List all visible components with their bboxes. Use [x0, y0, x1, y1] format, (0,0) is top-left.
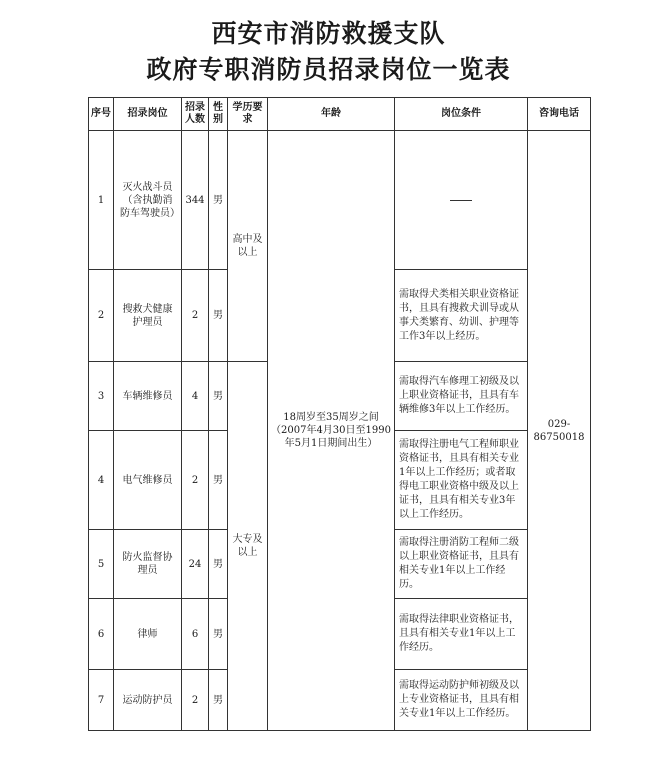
row-gender: 男: [209, 270, 228, 362]
row-gender: 男: [209, 131, 228, 270]
row-count: 2: [182, 270, 209, 362]
row-post: 车辆维修员: [114, 362, 182, 431]
row-gender: 男: [209, 599, 228, 670]
row-condition-empty: [395, 131, 528, 270]
row-count: 6: [182, 599, 209, 670]
row-count: 2: [182, 670, 209, 731]
row-gender: 男: [209, 362, 228, 431]
row-post: 搜救犬健康护理员: [114, 270, 182, 362]
education-high-school: 高中及以上: [228, 131, 268, 362]
age-dates: （2007年4月30日至1990年5月1日期间出生）: [271, 425, 391, 449]
col-header-gender: 性别: [209, 98, 228, 131]
dash-mark: [450, 200, 472, 201]
row-post: 灭火战斗员（含执勤消防车驾驶员）: [114, 131, 182, 270]
row-no: 4: [89, 431, 114, 530]
row-condition: 需取得汽车修理工初级及以上职业资格证书，且具有车辆维修3年以上工作经历。: [395, 362, 528, 431]
row-no: 3: [89, 362, 114, 431]
row-post: 电气维修员: [114, 431, 182, 530]
age-cell: [268, 131, 395, 731]
row-condition: 需取得运动防护师初级及以上专业资格证书，且具有相关专业1年以上工作经历。: [395, 670, 528, 731]
table-row: [89, 131, 591, 270]
row-gender: 男: [209, 530, 228, 599]
row-post: 运动防护员: [114, 670, 182, 731]
table-header-row: [89, 98, 591, 131]
row-count: 4: [182, 362, 209, 431]
recruitment-table: [88, 97, 591, 731]
age-range: 18周岁至35周岁之间: [283, 412, 379, 423]
col-header-conditions: 岗位条件: [395, 98, 528, 131]
row-no: 1: [89, 131, 114, 270]
row-condition: 需取得注册电气工程师职业资格证书，且具有相关专业1年以上工作经历；或者取得电工职业资格中级及以上证书，且具有相关专业3年以上工作经历。: [395, 431, 528, 530]
title-line-2: 政府专职消防员招录岗位一览表: [146, 55, 511, 84]
row-count: 2: [182, 431, 209, 530]
col-header-education: 学历要求: [228, 98, 268, 131]
col-header-count: 招录人数: [182, 98, 209, 131]
consult-phone: 029-86750018: [528, 131, 591, 731]
row-condition: 需取得注册消防工程师二级以上职业资格证书，且具有相关专业1年以上工作经历。: [395, 530, 528, 599]
row-condition: 需取得犬类相关职业资格证书，且具有搜救犬训导或从事犬类繁育、幼训、护理等工作3年以上经历。: [395, 270, 528, 362]
row-post: 防火监督协理员: [114, 530, 182, 599]
row-gender: 男: [209, 670, 228, 731]
row-no: 6: [89, 599, 114, 670]
col-header-phone: 咨询电话: [528, 98, 591, 131]
row-condition: 需取得法律职业资格证书，且具有相关专业1年以上工作经历。: [395, 599, 528, 670]
col-header-post: 招录岗位: [114, 98, 182, 131]
title-line-1: 西安市消防救援支队: [211, 19, 446, 48]
col-header-no: 序号: [89, 98, 114, 131]
row-gender: 男: [209, 431, 228, 530]
row-count: 344: [182, 131, 209, 270]
col-header-age: 年龄: [268, 98, 395, 131]
row-count: 24: [182, 530, 209, 599]
row-no: 7: [89, 670, 114, 731]
row-no: 5: [89, 530, 114, 599]
row-no: 2: [89, 270, 114, 362]
education-college: 大专及以上: [228, 362, 268, 731]
row-post: 律师: [114, 599, 182, 670]
